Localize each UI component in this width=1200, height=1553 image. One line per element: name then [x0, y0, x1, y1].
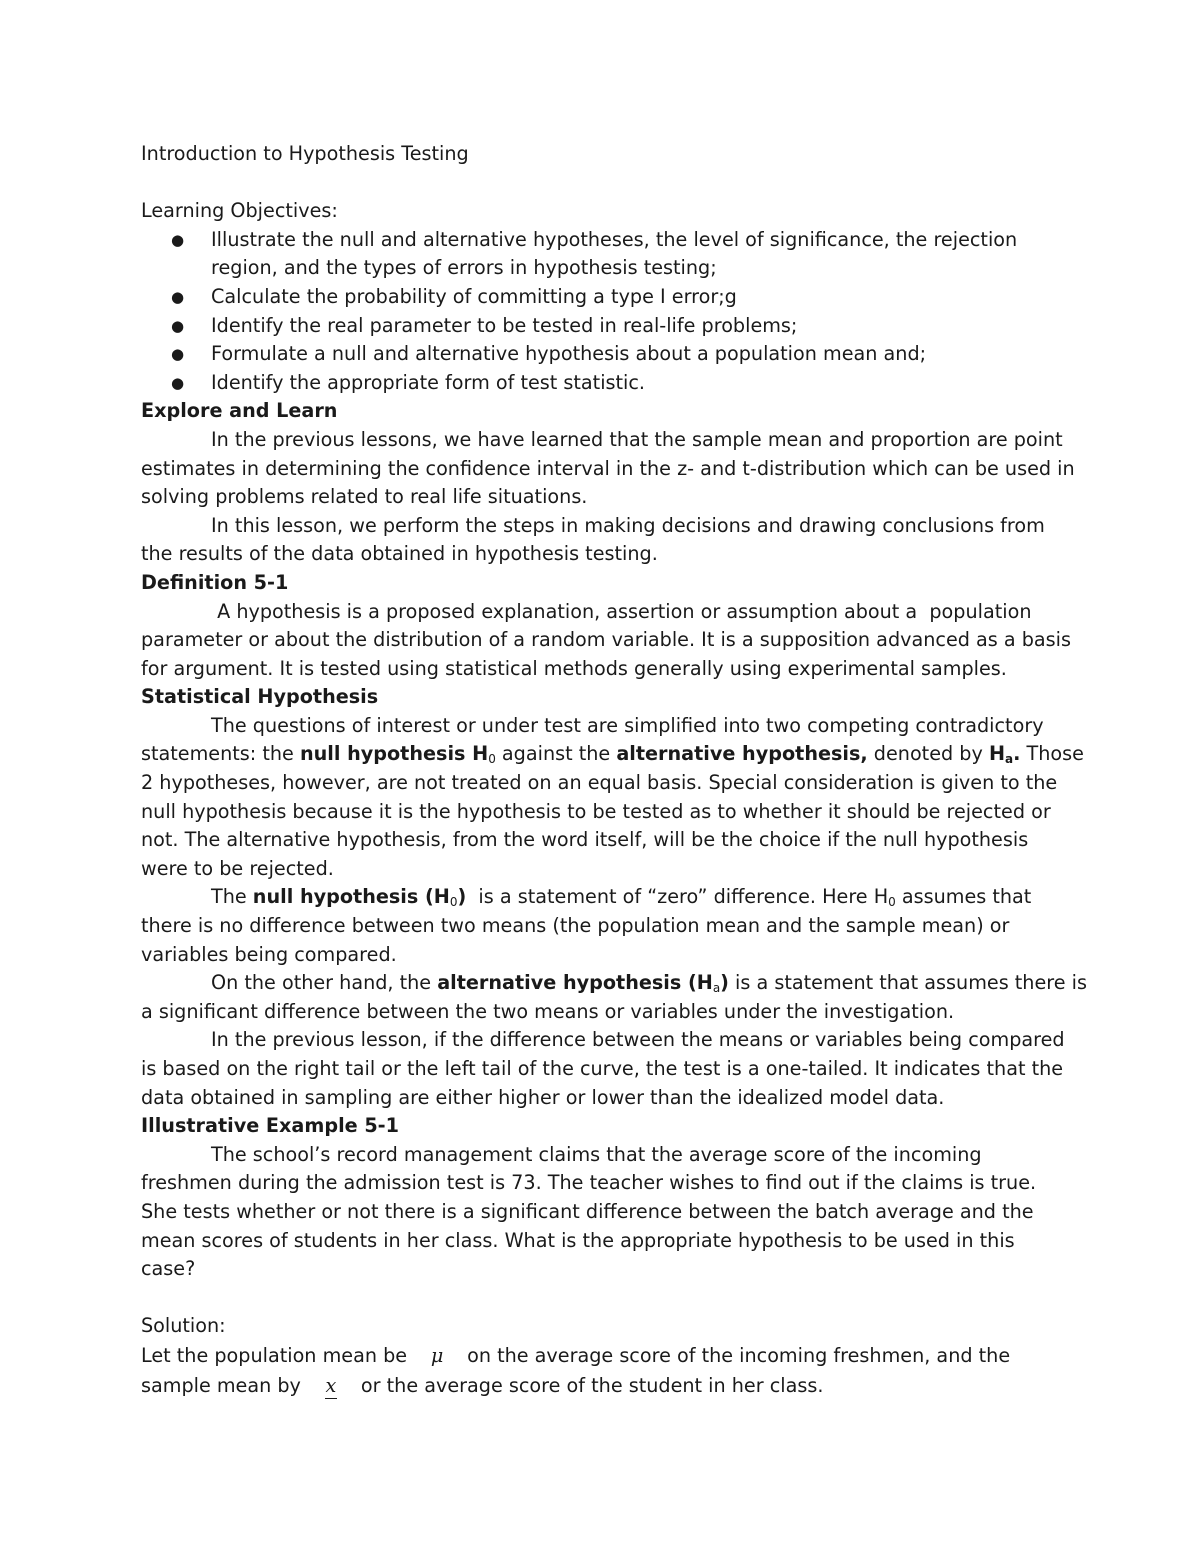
- objectives-list: [141, 226, 1071, 398]
- statistical-hypothesis-heading: Statistical Hypothesis: [141, 685, 379, 709]
- paragraph-line: null hypothesis because it is the hypothesis to be tested as to whether it should be rejected or: [141, 799, 1051, 823]
- solution-heading: Solution:: [141, 1314, 226, 1338]
- document-page: [141, 140, 1087, 1401]
- bullet-icon: ●: [171, 230, 185, 249]
- paragraph-line: solving problems related to real life situations.: [141, 485, 588, 509]
- paragraph-line: were to be rejected.: [141, 856, 334, 880]
- paragraph-line: variables being compared.: [141, 942, 397, 966]
- blank-line: [141, 1284, 1071, 1313]
- bullet-icon: ●: [171, 287, 185, 306]
- paragraph-line: She tests whether or not there is a significant difference between the batch average and the: [141, 1199, 1034, 1223]
- paragraph-line: The school’s record management claims that the average score of the incoming: [211, 1142, 982, 1166]
- paragraph-line: case?: [141, 1257, 196, 1281]
- objectives-heading: Learning Objectives:: [141, 199, 338, 223]
- paragraph-line: parameter or about the distribution of a random variable. It is a supposition advanced as a basis: [141, 628, 1072, 652]
- definition-heading: Definition 5-1: [141, 570, 289, 594]
- paragraph-line: estimates in determining the confidence interval in the z- and t-distribution which can be used in: [141, 456, 1075, 480]
- paragraph-line: In the previous lessons, we have learned that the sample mean and proportion are point: [211, 427, 1063, 451]
- paragraph-line: data obtained in sampling are either higher or lower than the idealized model data.: [141, 1085, 945, 1109]
- paragraph-line: is based on the right tail or the left tail of the curve, the test is a one-tailed. It indicates that the: [141, 1057, 1064, 1080]
- list-item: ● Identify the real parameter to be tested in real-life problems;: [141, 312, 1071, 341]
- paragraph-line: A hypothesis is a proposed explanation, assertion or assumption about a population: [211, 599, 1032, 623]
- paragraph-line: sample mean by x or the average score of the student in her class.: [141, 1371, 1071, 1401]
- paragraph-line: statements: the null hypothesis $H_0$ against the alternative hypothesis, denoted by $H_a$. Those: [141, 742, 1084, 767]
- list-item-continuation: region, and the types of errors in hypothesis testing;: [211, 256, 717, 280]
- paragraph-line: In this lesson, we perform the steps in making decisions and drawing conclusions from: [211, 513, 1045, 537]
- paragraph-line: The questions of interest or under test are simplified into two competing contradictory: [211, 713, 1044, 737]
- paragraph-line: The null hypothesis $(H_0)$ is a statement of “zero” difference. Here $H_0$ assumes that: [211, 885, 1032, 910]
- blank-line: [141, 169, 1071, 198]
- paragraph-line: for argument. It is tested using statistical methods generally using experimental samples.: [141, 656, 1007, 680]
- list-item: ● Identify the appropriate form of test statistic.: [141, 369, 1071, 398]
- example-heading: Illustrative Example 5-1: [141, 1114, 400, 1138]
- bullet-icon: ●: [171, 345, 185, 364]
- paragraph-line: Let the population mean be μ on the average score of the incoming freshmen, and the: [141, 1341, 1071, 1371]
- bullet-icon: ●: [171, 316, 185, 335]
- document-title: Introduction to Hypothesis Testing: [141, 142, 469, 165]
- paragraph-line: freshmen during the admission test is 73. The teacher wishes to find out if the claims is true.: [141, 1171, 1037, 1195]
- paragraph-line: the results of the data obtained in hypothesis testing.: [141, 542, 658, 566]
- x-bar-symbol: x: [301, 1371, 361, 1401]
- paragraph-line: not. The alternative hypothesis, from the word itself, will be the choice if the null hypothesis: [141, 828, 1029, 852]
- paragraph-line: 2 hypotheses, however, are not treated on an equal basis. Special consideration is given to the: [141, 771, 1058, 795]
- list-item: ● Calculate the probability of committing a type I error;g: [141, 283, 1071, 312]
- explore-heading: Explore and Learn: [141, 399, 338, 423]
- paragraph-line: a significant difference between the two means or variables under the investigation.: [141, 999, 955, 1023]
- paragraph-line: On the other hand, the alternative hypothesis $(H_a)$ is a statement that assumes there is: [211, 971, 1087, 996]
- list-item: ● Illustrate the null and alternative hypotheses, the level of significance, the rejection: [141, 226, 1071, 255]
- paragraph-line: mean scores of students in her class. What is the appropriate hypothesis to be used in this: [141, 1228, 1015, 1252]
- paragraph-line: In the previous lesson, if the difference between the means or variables being compared: [211, 1028, 1065, 1052]
- mu-symbol: μ: [430, 1343, 444, 1367]
- list-item: ● Formulate a null and alternative hypothesis about a population mean and;: [141, 340, 1071, 369]
- paragraph-line: there is no difference between two means (the population mean and the sample mean) or: [141, 914, 1010, 938]
- bullet-icon: ●: [171, 373, 185, 392]
